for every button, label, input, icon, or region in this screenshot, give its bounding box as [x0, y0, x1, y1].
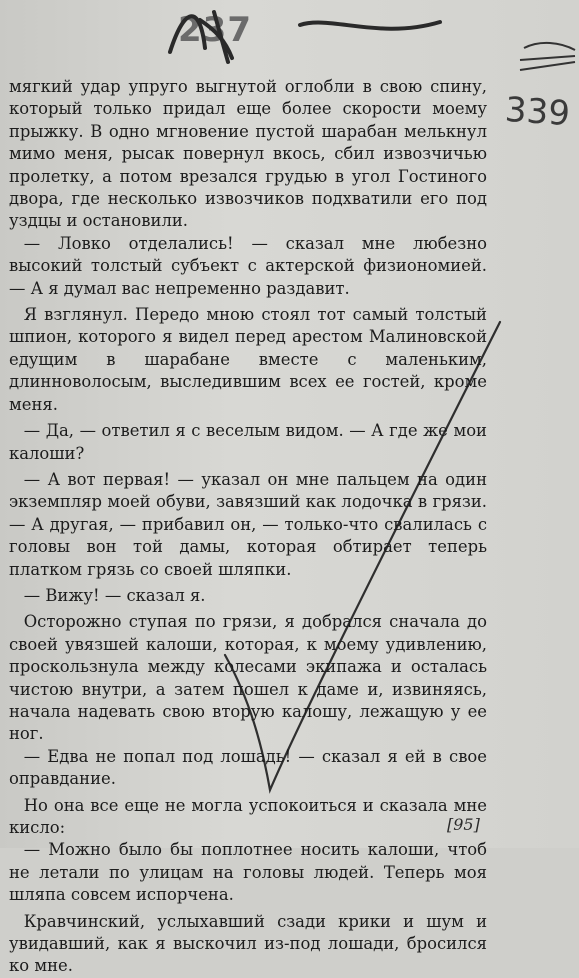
paragraph: Я взглянул. Передо мною стоял тот самый толстый шпион, которого я видел перед арестом Малиновской едущим в шарабане вместе с маленьким, длинноволосым, выследившим всех ее гостей, кроме меня. — [9, 305, 487, 414]
page-number: [95] — [447, 815, 480, 834]
paragraph: Кравчинский, услыхавший сзади крики и шум и увидавший, как я выскочил из-под лошади, бросился ко мне. — [9, 911, 487, 976]
paragraph: Но она все еще не могла успокоиться и сказала мне кисло: — [9, 795, 487, 837]
paragraph: — Да, — ответил я с веселым видом. — А где же мои калоши? — [9, 421, 487, 463]
handwritten-page-number: 339 — [503, 89, 572, 135]
paragraph: мягкий удар упруго выгнутой оглобли в свою спину, который только придал еще более скорости моему прыжку. В одно мгновение пустой шарабан мелькнул мимо меня, рысак повернул вкось, сбил извозчичью пролетку, а потом врезался грудью в угол Гостиного двора, где несколько извозчиков подхватили его под уздцы и остановили. — [9, 77, 487, 231]
paragraph: Осторожно ступая по грязи, я добрался сначала до своей увязшей калоши, которая, к моему удивлению, проскользнула между колесами экипажа и осталась чистою внутри, а затем пошел к даме и, извиняясь, начала надевать свою вторую калошу, лежащую у ее ног. — [9, 612, 487, 744]
paragraph: — Можно было бы поплотнее носить калоши, чтоб не летали по улицам на головы людей. Теперь моя шляпа совсем испорчена. — [9, 840, 487, 905]
paragraph: — Вижу! — сказал я. — [23, 585, 206, 605]
paragraph: — А вот первая! — указал он мне пальцем на один экземпляр моей обуви, завязший как лодочка в грязи. — А другая, — прибавил он, — только-что свалилась с головы вон той дамы, которая обтирает теперь платком грязь со своей шляпки. — [9, 469, 487, 579]
paragraph: — Ловко отделались! — сказал мне любезно высокий толстый субъект с актерской физиономией. — А я думал вас непременно раздавит. — [9, 233, 487, 298]
paragraph: — Едва не попал под лошадь! — сказал я ей в свое оправдание. — [9, 746, 487, 789]
body-text — [9, 76, 487, 978]
archive-stamp: 237 — [178, 10, 252, 50]
crossed-number — [520, 43, 575, 70]
